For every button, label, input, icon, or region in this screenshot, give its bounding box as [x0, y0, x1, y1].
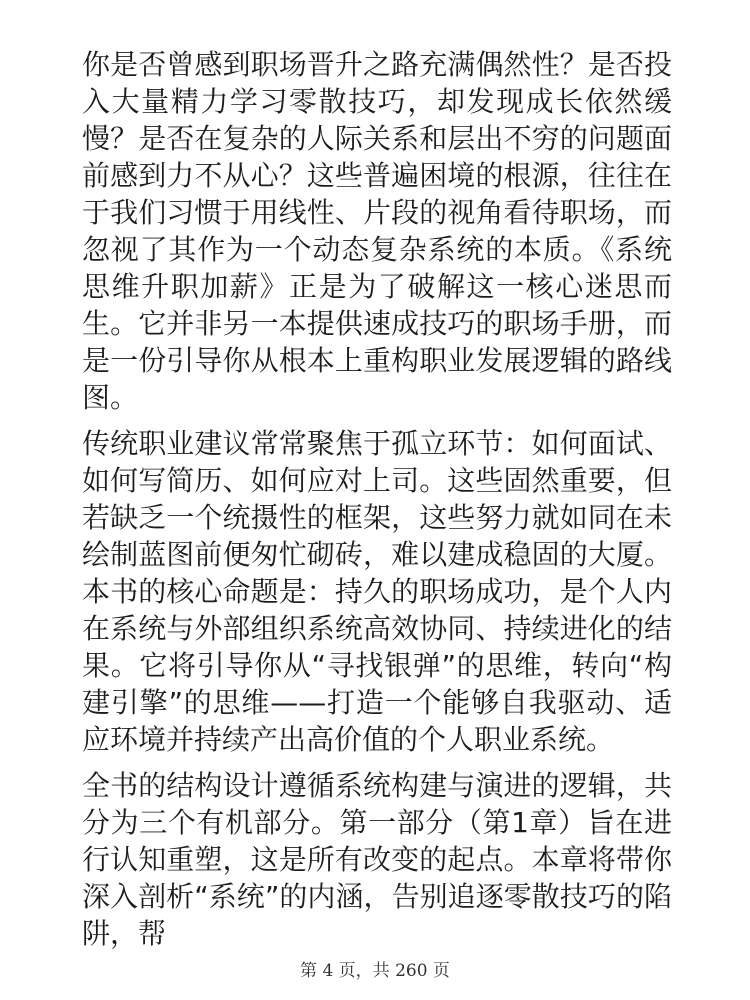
paragraph-3: 全书的结构设计遵循系统构建与演进的逻辑，共分为三个有机部分。第一部分（第1章）旨在进行认知重塑，这是所有改变的起点。本章将带你深入剖析“系统”的内涵，告别追逐零散技巧的陷阱，帮	[82, 769, 672, 950]
document-body	[82, 46, 672, 961]
page-number-footer: 第 4 页，共 260 页	[300, 961, 450, 981]
paragraph-2: 传统职业建议常常聚焦于孤立环节：如何面试、如何写简历、如何应对上司。这些固然重要，但若缺乏一个统摄性的框架，这些努力就如同在未绘制蓝图前便匆忙砌砖，难以建成稳固的大厦。本书的核心命题是：持久的职场成功，是个人内在系统与外部组织系统高效协同、持续进化的结果。它将引导你从“寻找银弹”的思维，转向“构建引擎”的思维——打造一个能够自我驱动、适应环境并持续产出高价值的个人职业系统。	[82, 427, 672, 756]
paragraph-1: 你是否曾感到职场晋升之路充满偶然性？是否投入大量精力学习零散技巧，却发现成长依然缓慢？是否在复杂的人际关系和层出不穷的问题面前感到力不从心？这些普遍困境的根源，往往在于我们习惯于用线性、片段的视角看待职场，而忽视了其作为一个动态复杂系统的本质。《系统思维升职加薪》正是为了破解这一核心迷思而生。它并非另一本提供速成技巧的职场手册，而是一份引导你从根本上重构职业发展逻辑的路线图。	[82, 48, 672, 414]
